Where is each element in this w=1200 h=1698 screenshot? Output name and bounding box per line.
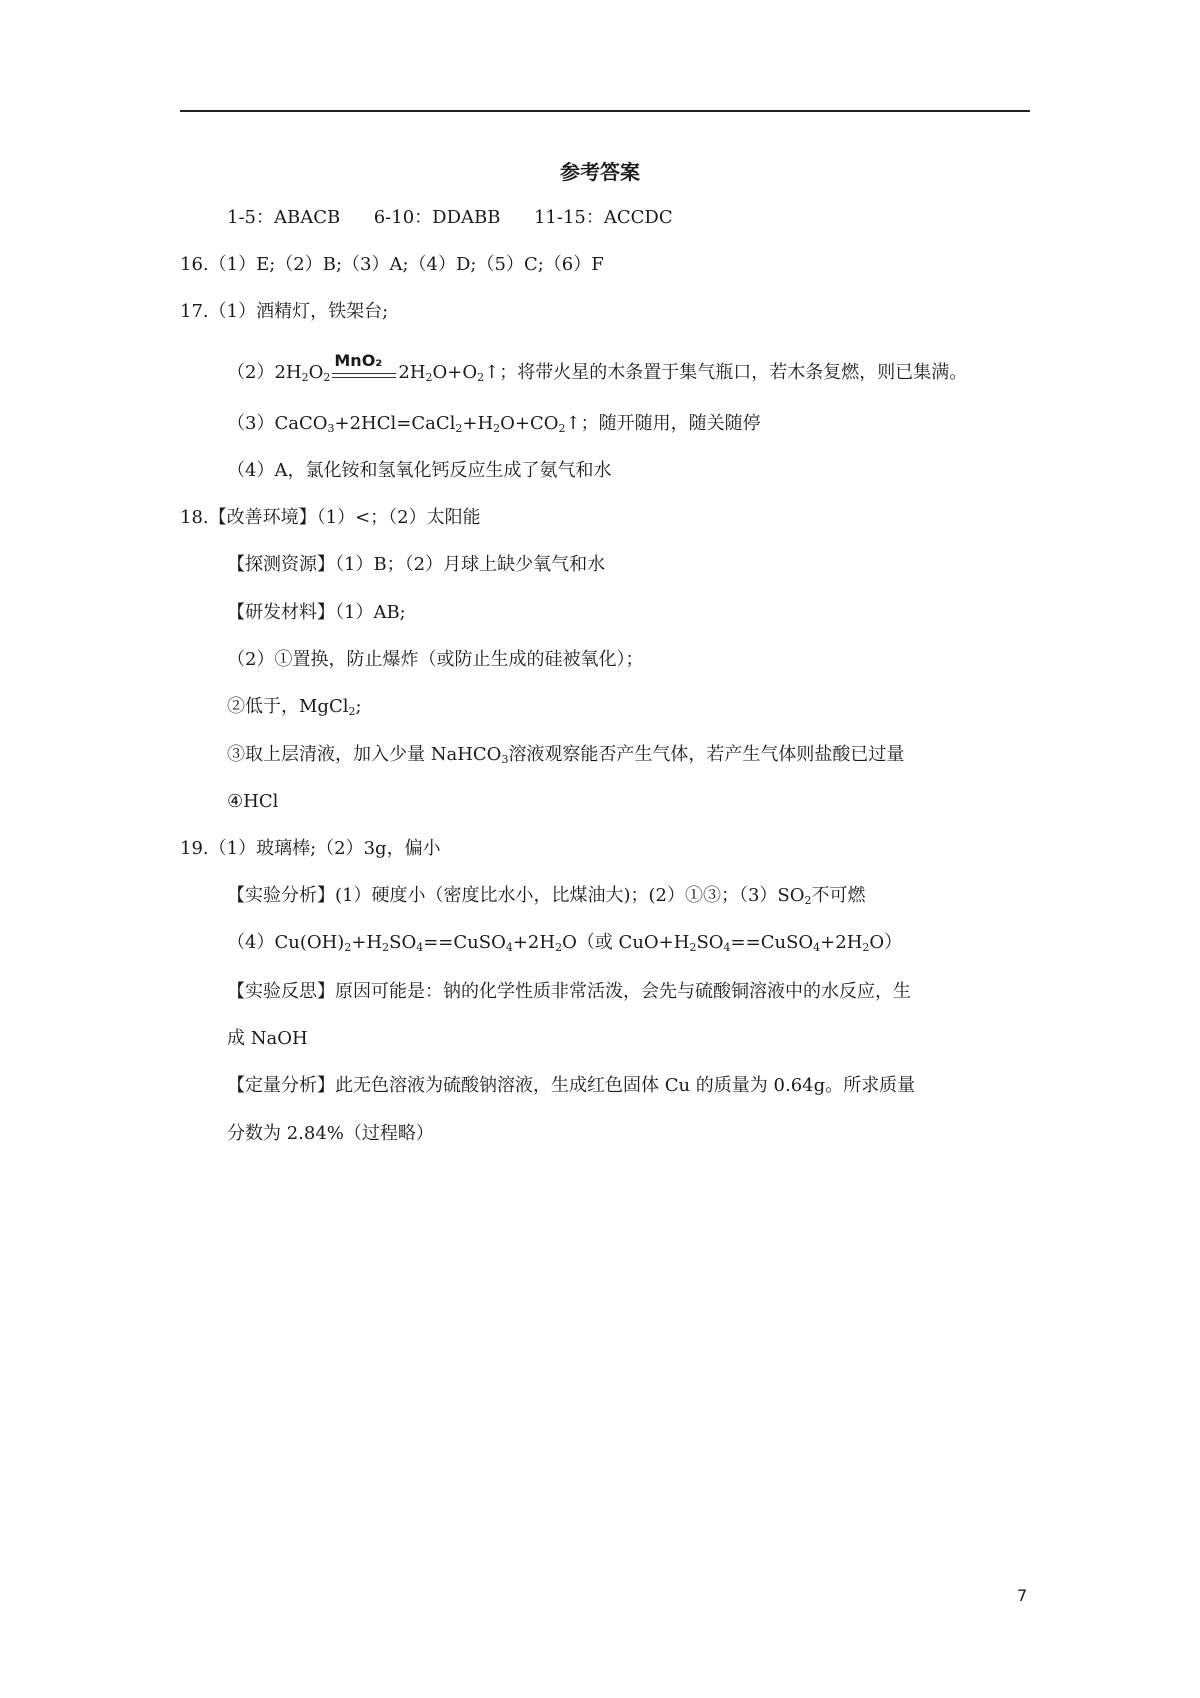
- answer-18-line-4: （2）①置换，防止爆炸（或防止生成的硅被氧化）；: [227, 649, 644, 670]
- subscript: 4: [813, 941, 821, 954]
- equation-text: （2）2H: [227, 362, 302, 383]
- subscript: 2: [344, 941, 352, 954]
- equation-text: O）: [869, 932, 903, 953]
- answer-19-line-7: 分数为 2.84%（过程略）: [227, 1123, 434, 1144]
- subscript: 2: [348, 705, 356, 718]
- equation-text: +H: [462, 413, 494, 434]
- page-title: 参考答案: [560, 160, 640, 184]
- mc-range-1-label: 1-5：: [227, 207, 274, 228]
- equation-text: ↑；将带火星的木条置于集气瓶口，若木条复燃，则已集满。: [484, 362, 968, 383]
- answer-19-line-2: [227, 884, 866, 908]
- subscript: 2: [323, 371, 331, 384]
- equation-text: +H: [351, 932, 383, 953]
- answer-text: ;: [355, 696, 362, 717]
- answer-17-part-3: [227, 412, 761, 436]
- equation-text: O: [308, 362, 324, 383]
- subscript: 2: [862, 941, 870, 954]
- subscript: 2: [689, 941, 697, 954]
- equation-text: +2HCl=CaCl: [334, 413, 456, 434]
- subscript: 2: [555, 941, 563, 954]
- answer-19-line-3: [227, 931, 902, 955]
- equation-text: SO: [389, 932, 417, 953]
- mc-range-3-value: ACCDC: [603, 207, 673, 228]
- mc-answers: [227, 206, 673, 230]
- answer-17-part-4: （4）A，氯化铵和氢氧化钙反应生成了氨气和水: [227, 460, 612, 481]
- answer-17-part-2: [227, 351, 968, 385]
- answer-text: 溶液观察能否产生气体，若产生气体则盐酸已过量: [508, 744, 905, 765]
- answer-18-line-3: 【研发材料】（1）AB;: [227, 602, 406, 623]
- answer-18-line-2: 【探测资源】（1）B；（2）月球上缺少氧气和水: [227, 554, 606, 575]
- equation-text: O（或 CuO+H: [562, 932, 690, 953]
- answer-text: 不可燃: [811, 885, 866, 906]
- subscript: 4: [416, 941, 424, 954]
- subscript: 2: [301, 371, 309, 384]
- subscript: 2: [382, 941, 390, 954]
- subscript: 2: [477, 371, 485, 384]
- mc-range-3-label: 11-15：: [533, 207, 604, 228]
- answer-19-line-6: 【定量分析】此无色溶液为硫酸钠溶液，生成红色固体 Cu 的质量为 0.64g。所求质量: [227, 1075, 916, 1096]
- equation-text: +2H: [512, 932, 556, 953]
- equation-text: SO: [696, 932, 724, 953]
- answer-text: 【实验分析】(1）硬度小（密度比水小，比煤油大)；(2）①③；（3）SO: [227, 885, 805, 906]
- answer-text: ②低于，MgCl: [227, 696, 349, 717]
- header-rule: [180, 110, 1030, 112]
- subscript: 4: [723, 941, 731, 954]
- answer-text: ③取上层清液，加入少量 NaHCO: [227, 744, 502, 765]
- subscript: 2: [493, 422, 501, 435]
- mc-range-2-label: 6-10：: [373, 207, 433, 228]
- catalyst-reaction-arrow: [332, 351, 396, 385]
- subscript: 4: [505, 941, 513, 954]
- answer-18-line-7: ④HCl: [227, 791, 279, 812]
- answer-19-line-4: 【实验反思】原因可能是：钠的化学性质非常活泼，会先与硫酸铜溶液中的水反应，生: [227, 981, 911, 1002]
- equation-text: ==CuSO: [423, 932, 506, 953]
- equation-text: （4）Cu(OH): [227, 932, 345, 953]
- subscript: 3: [327, 422, 335, 435]
- answer-18-line-6: [227, 743, 904, 767]
- subscript: 2: [558, 422, 566, 435]
- equation-text: ↑；随开随用，随关随停: [565, 413, 761, 434]
- reaction-equals-bar: [332, 373, 396, 378]
- answer-16: 16.（1）E;（2）B;（3）A;（4）D;（5）C;（6）F: [180, 254, 604, 275]
- equation-text: O+CO: [500, 413, 559, 434]
- equation-text: 2H: [398, 362, 426, 383]
- mc-range-1-value: ABACB: [274, 207, 341, 228]
- subscript: 2: [425, 371, 433, 384]
- answer-19-line-5: 成 NaOH: [227, 1028, 308, 1049]
- catalyst-label: MnO₂: [334, 351, 383, 370]
- equation-text: O+O: [432, 362, 478, 383]
- equation-text: （3）CaCO: [227, 413, 328, 434]
- subscript: 2: [804, 894, 812, 907]
- mc-range-2-value: DDABB: [432, 207, 501, 228]
- subscript: 2: [455, 422, 463, 435]
- equation-text: ==CuSO: [730, 932, 814, 953]
- answer-18-line-1: 18.【改善环境】（1）<；（2）太阳能: [180, 507, 481, 528]
- answer-18-line-5: [227, 695, 362, 719]
- equation-text: +2H: [820, 932, 863, 953]
- answer-19-line-1: 19.（1）玻璃棒;（2）3g，偏小: [180, 838, 441, 859]
- subscript: 3: [501, 753, 509, 766]
- page-number: 7: [1017, 1586, 1028, 1605]
- answer-17-part-1: 17.（1）酒精灯，铁架台;: [180, 301, 389, 322]
